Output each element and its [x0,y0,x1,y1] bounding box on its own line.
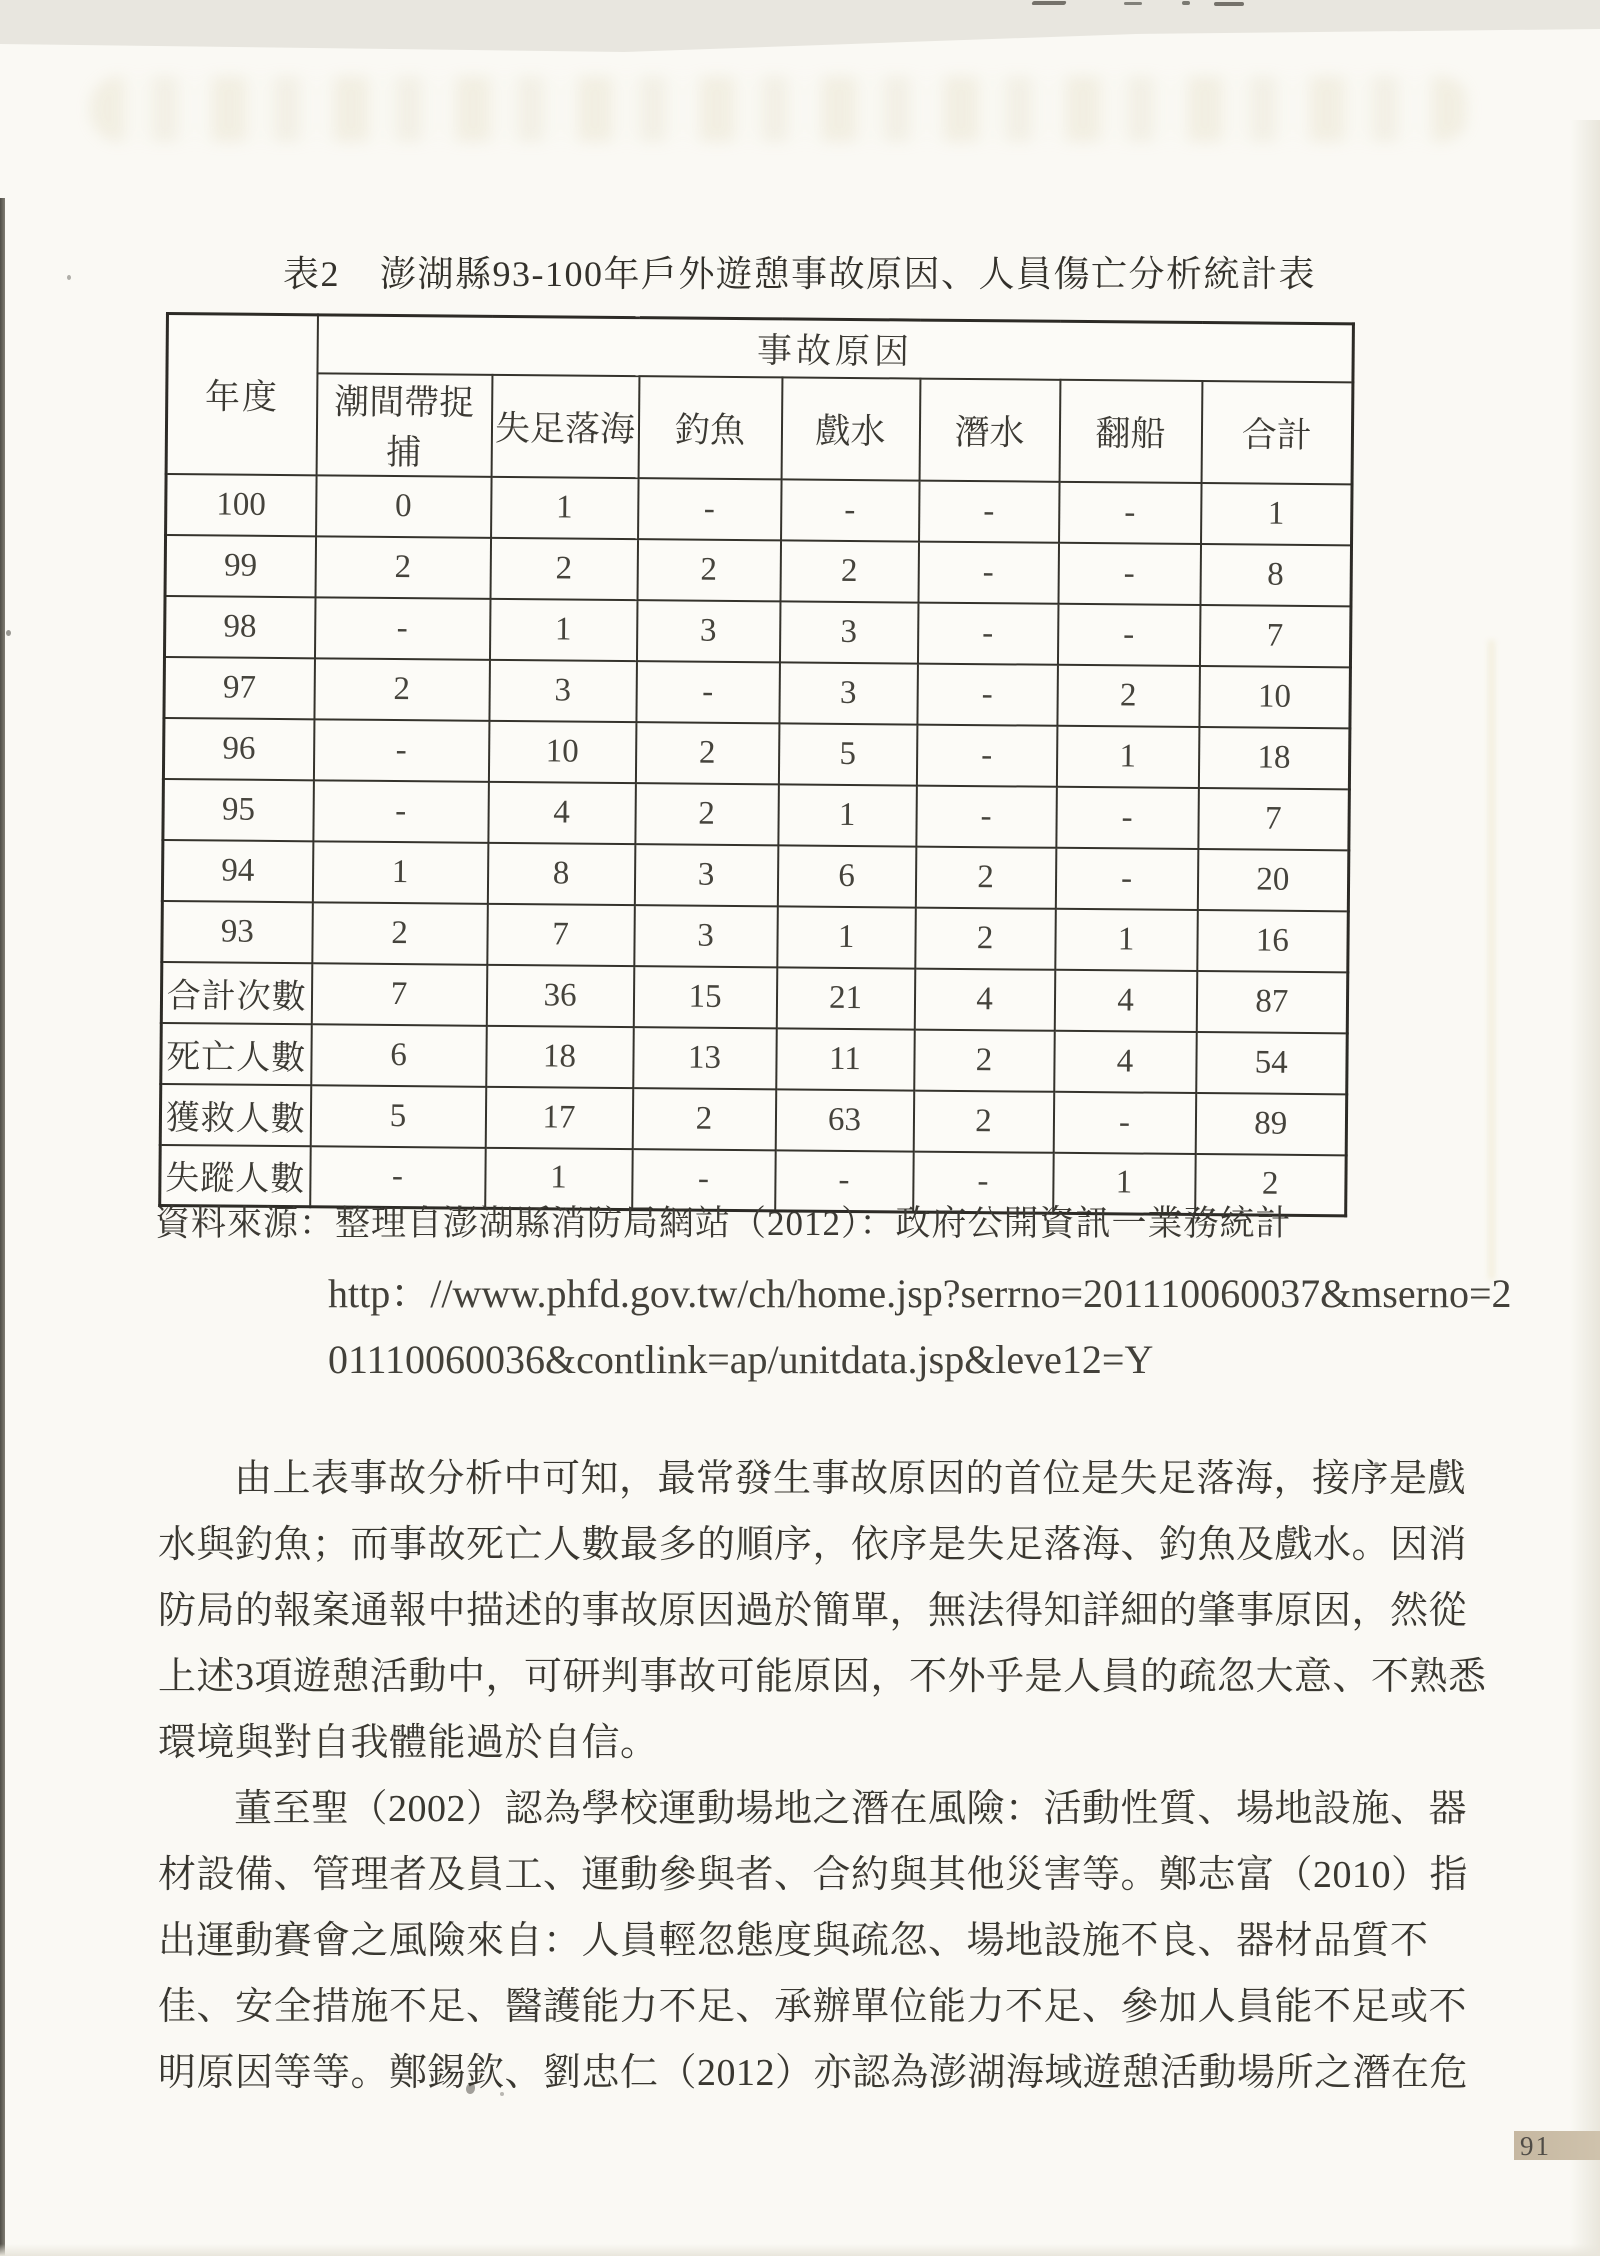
table-cell: 7 [1199,605,1351,667]
table-cell: 2 [913,1090,1054,1152]
table-cell: 2 [1057,664,1200,726]
row-label: 98 [164,596,315,658]
table-caption-number: 表2 [283,254,341,294]
table-caption [283,246,1316,297]
paragraph-line: 材設備、管理者及員工、運動參與者、合約與其他災害等。鄭志富（2010）指 [158,1854,1469,1896]
row-label: 死亡人數 [161,1022,312,1084]
table-cell: 7 [1198,788,1350,850]
table-header-group-row [167,314,1353,382]
table-row [163,717,1350,788]
table-cell: - [1056,786,1199,848]
row-label: 失蹤人數 [160,1144,311,1206]
table-cell: 10 [488,720,636,782]
table-cell: 1 [491,476,639,538]
table-cell: 20 [1197,849,1349,911]
column-header: 合計 [1201,381,1353,484]
table-cell: - [310,1146,486,1209]
table-cell: - [919,480,1060,542]
row-label: 合計次數 [161,961,312,1023]
scan-right-edge-shade [1570,120,1600,2256]
column-header: 釣魚 [638,376,782,479]
table-cell: - [917,602,1058,664]
row-label: 獲救人數 [160,1083,311,1145]
table-row [161,961,1348,1032]
table-cell: 1 [1053,1152,1196,1214]
paragraph-line: 防局的報案通報中描述的事故原因過於簡單，無法得知詳細的肇事原因，然從 [158,1590,1468,1632]
page-number: 91 [1520,2131,1551,2161]
scan-left-edge-line [0,198,5,2256]
table-cell: 87 [1196,971,1348,1033]
table-cell: - [775,1150,914,1212]
table-cell: - [918,541,1059,603]
scan-bottom-edge-shade [0,2244,1600,2256]
table-cell: 17 [485,1086,633,1148]
table-row [164,657,1351,728]
table-row [165,535,1352,606]
row-label: 99 [165,535,316,597]
scan-streak [1488,640,1495,1280]
row-label: 100 [166,474,317,536]
table-row [160,1083,1347,1154]
table-cell: 3 [636,600,780,662]
column-header: 潮間帶捉捕 [316,373,492,477]
table-cell: 4 [914,968,1055,1030]
table-cell: 10 [1199,666,1351,728]
table-cell: 2 [314,658,490,721]
table-cell: 4 [1054,1030,1197,1092]
table-cell: 5 [310,1085,486,1148]
paragraph-line: 上述3項遊憩活動中，可研判事故可能原因，不外乎是人員的疏忽大意、不熟悉 [158,1656,1487,1698]
table-cell: 5 [778,723,917,785]
table-cell: 8 [487,842,635,904]
row-label: 96 [163,717,314,779]
table-cell: 18 [1198,727,1350,789]
table-corner-header: 年度 [166,314,317,475]
table-cell: 8 [1200,544,1352,606]
table-cell: 2 [780,540,919,602]
table-cell: 1 [489,598,637,660]
table-cell: 15 [633,966,777,1028]
accident-statistics-table [158,312,1355,1217]
table-column-header-row [166,372,1353,484]
scan-speck [1031,1,1066,5]
paragraph-line: 董至聖（2002）認為學校運動場地之潛在風險：活動性質、場地設施、器 [234,1788,1468,1830]
table-cell: 2 [312,902,488,965]
table-cell: 7 [311,963,487,1026]
column-header: 戲水 [781,377,920,480]
table-cell: - [1058,542,1201,604]
table-cell: 0 [316,475,492,538]
table-cell: - [1057,603,1200,665]
scan-speck [1182,1,1190,5]
table-cell: 2 [632,1088,776,1150]
source-attribution: 資料來源：整理自澎湖縣消防局網站（2012）：政府公開資訊一業務統計 [155,1204,1292,1243]
paragraph-line: 由上表事故分析中可知，最常發生事故原因的首位是失足落海，接序是戲 [234,1458,1467,1500]
scan-speck [1214,2,1244,6]
page-number-tab [1514,2131,1600,2160]
table-cell: 1 [485,1147,633,1209]
column-header: 翻船 [1059,379,1202,482]
scan-speck [6,630,11,636]
table-row [163,778,1350,849]
table-cell: 13 [633,1027,777,1089]
row-label: 95 [163,778,314,840]
table-cell: 3 [779,601,918,663]
table-row [161,1022,1348,1093]
table-cell: 1 [1056,725,1199,787]
table-row [162,900,1349,971]
table-cell: - [781,479,920,541]
table-cell: 2 [635,783,779,845]
table-cell: 89 [1195,1093,1347,1155]
table-cell: 2 [315,536,491,599]
source-url-line-2: 01110060036&contlink=ap/unitdata.jsp&leve12=Y [328,1337,1154,1382]
table-cell: - [313,719,489,782]
table-cell: 36 [486,964,634,1026]
table-cell: - [636,661,780,723]
table-cell: - [1059,481,1202,543]
source-url-line-1: http：//www.phfd.gov.tw/ch/home.jsp?serrno=201110060037&mserno=2 [328,1271,1512,1316]
table-cell: 3 [634,905,778,967]
table-row [166,474,1353,545]
table-row [162,839,1349,910]
table-body [160,474,1352,1216]
paragraph-line: 明原因等等。鄭錫欽、劉忠仁（2012）亦認為澎湖海域遊憩活動場所之潛在危 [158,2052,1469,2094]
table-cell: 2 [490,537,638,599]
table-cell: 2 [637,539,781,601]
table-row [164,596,1351,667]
body-paragraphs [158,1446,1488,2106]
row-label: 94 [162,839,313,901]
table-cell: 18 [486,1025,634,1087]
table-cell: 21 [776,967,915,1029]
table-cell: 16 [1197,910,1349,972]
scan-top-edge-shadow [0,0,1600,60]
table-cell: 3 [634,844,778,906]
paragraph-line: 環境與對自我體能過於自信。 [158,1722,659,1764]
table-cell: 1 [1201,483,1353,545]
table-cell: - [913,1151,1054,1213]
paragraph-line: 出運動賽會之風險來自：人員輕忽態度與疏忽、場地設施不良、器材品質不 [158,1920,1429,1962]
reverse-side-bleedthrough [90,76,1470,142]
scan-speck [67,275,71,280]
table-cell: - [638,478,782,540]
table-cell: 1 [312,841,488,904]
table-cell: - [916,724,1057,786]
table-caption-text: 澎湖縣93-100年戶外遊憩事故原因、人員傷亡分析統計表 [380,254,1317,294]
table-cell: 63 [775,1089,914,1151]
table-cell: 11 [776,1028,915,1090]
table-cell: 6 [311,1024,487,1087]
scan-speck [1124,2,1142,5]
statistics-table-wrap [158,312,1352,1217]
table-cell: 4 [488,781,636,843]
paragraph-line: 水與釣魚；而事故死亡人數最多的順序，依序是失足落海、釣魚及戲水。因消 [158,1524,1468,1566]
table-cell: 3 [779,662,918,724]
table-cell: 2 [915,907,1056,969]
table-cell: 2 [635,722,779,784]
table-cell: 7 [487,903,635,965]
row-label: 97 [164,657,315,719]
table-cell: 4 [1054,969,1197,1031]
table-group-header: 事故原因 [317,315,1353,382]
row-label: 93 [162,900,313,962]
column-header: 潛水 [919,378,1060,481]
column-header: 失足落海 [491,374,639,477]
table-cell: - [1055,847,1198,909]
table-cell: 1 [778,784,917,846]
table-cell: 3 [489,659,637,721]
table-cell: 54 [1196,1032,1348,1094]
table-cell: 6 [777,845,916,907]
table-cell: - [632,1149,776,1211]
table-cell: - [916,785,1057,847]
table-cell: 2 [914,1029,1055,1091]
paragraph-line: 佳、安全措施不足、醫護能力不足、承辦單位能力不足、參加人員能不足或不 [158,1986,1468,2028]
table-cell: - [314,597,490,660]
table-cell: - [313,780,489,843]
table-cell: 1 [1055,908,1198,970]
table-cell: 2 [1195,1154,1347,1216]
table-cell: - [917,663,1058,725]
table-cell: 2 [915,846,1056,908]
table-cell: 1 [777,906,916,968]
table-cell: - [1053,1091,1196,1153]
